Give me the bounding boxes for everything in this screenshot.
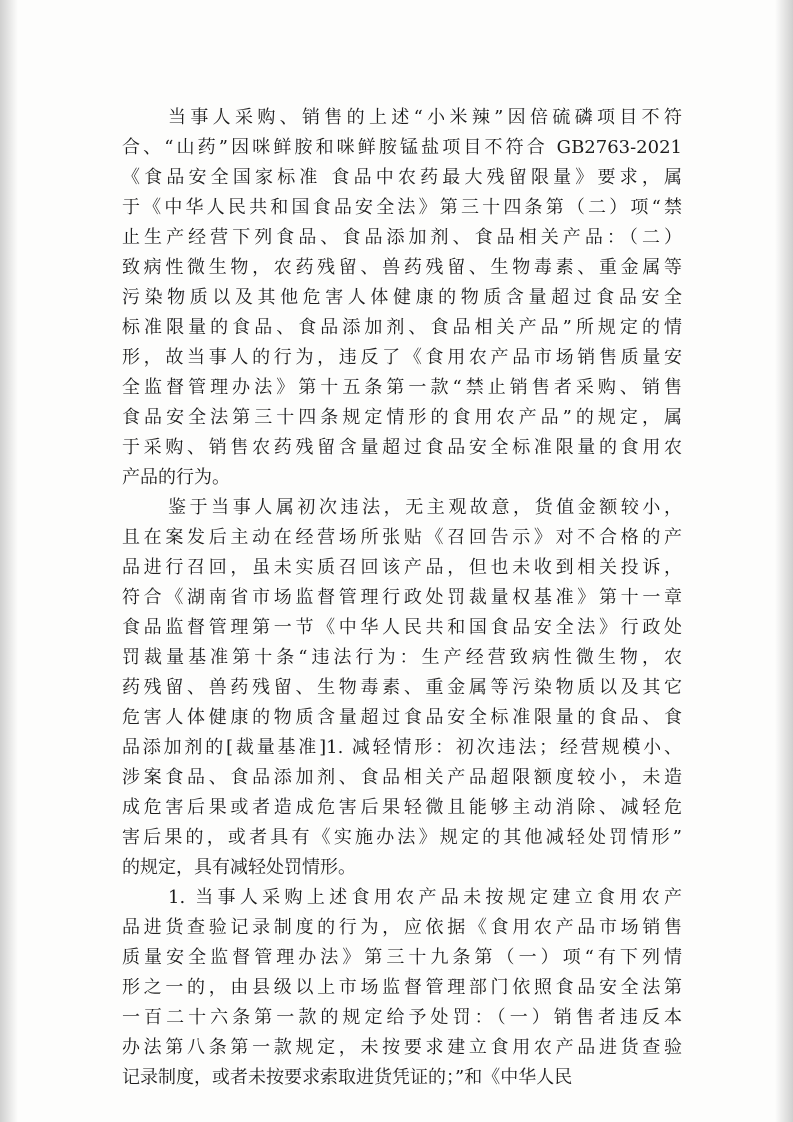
scan-edge-shadow-left xyxy=(0,0,18,1122)
text-line: 且在案发后主动在经营场所张贴《召回告示》对不合格的产 xyxy=(122,527,682,548)
scan-edge-shadow-right xyxy=(775,0,793,1122)
text-line: 于《中华人民共和国食品安全法》第三十四条第（二）项“禁 xyxy=(122,197,682,218)
paragraph xyxy=(122,103,682,493)
text-line: 合、“山药”因咪鲜胺和咪鲜胺锰盐项目不符合 GB2763-2021 xyxy=(122,137,682,158)
text-line: 成危害后果或者造成危害后果轻微且能够主动消除、减轻危 xyxy=(122,797,682,818)
text-line: 产品的行为。 xyxy=(122,467,230,488)
text-line: 于采购、销售农药残留含量超过食品安全标准限量的食用农 xyxy=(122,437,682,458)
paragraph xyxy=(122,493,682,883)
text-line: 全监督管理办法》第十五条第一款“禁止销售者采购、销售 xyxy=(122,377,682,398)
text-line: 污染物质以及其他危害人体健康的物质含量超过食品安全 xyxy=(122,287,682,308)
text-line: 药残留、兽药残留、生物毒素、重金属等污染物质以及其它 xyxy=(122,677,682,698)
text-line: 形，故当事人的行为，违反了《食用农产品市场销售质量安 xyxy=(122,347,682,368)
text-line: 《食品安全国家标准 食品中农药最大残留限量》要求，属 xyxy=(122,167,682,188)
text-line: 害后果的，或者具有《实施办法》规定的其他减轻处罚情形” xyxy=(122,827,682,848)
text-line: 罚裁量基准第十条“违法行为：生产经营致病性微生物，农 xyxy=(122,647,682,668)
text-line: 止生产经营下列食品、食品添加剂、食品相关产品：（二） xyxy=(122,227,682,248)
text-line: 符合《湖南省市场监督管理行政处罚裁量权基准》第十一章 xyxy=(122,587,682,608)
text-line: 致病性微生物，农药残留、兽药残留、生物毒素、重金属等 xyxy=(122,257,682,278)
text-line: 记录制度，或者未按要求索取进货凭证的；”和《中华人民 xyxy=(122,1067,573,1088)
text-line: 一百二十六条第一款的规定给予处罚：（一）销售者违反本 xyxy=(122,1007,682,1028)
text-line: 形之一的，由县级以上市场监督管理部门依照食品安全法第 xyxy=(122,977,682,998)
text-line: 品进行召回，虽未实质召回该产品，但也未收到相关投诉， xyxy=(122,557,682,578)
text-line: 食品监督管理第一节《中华人民共和国食品安全法》行政处 xyxy=(122,617,682,638)
text-line: 办法第八条第一款规定，未按要求建立食用农产品进货查验 xyxy=(122,1037,682,1058)
text-line: 涉案食品、食品添加剂、食品相关产品超限额度较小，未造 xyxy=(122,767,682,788)
text-line: 危害人体健康的物质含量超过食品安全标准限量的食品、食 xyxy=(122,707,682,728)
document-body xyxy=(122,103,682,1093)
paragraph xyxy=(122,883,682,1093)
text-line: 的规定，具有减轻处罚情形。 xyxy=(122,857,356,878)
text-line: 标准限量的食品、食品添加剂、食品相关产品”所规定的情 xyxy=(122,317,682,338)
text-line: 品添加剂的[裁量基准]1. 减轻情形：初次违法；经营规模小、 xyxy=(122,737,682,758)
text-line: 质量安全监督管理办法》第三十九条第（一）项“有下列情 xyxy=(122,947,682,968)
text-line: 1. 当事人采购上述食用农产品未按规定建立食用农产 xyxy=(168,887,682,908)
text-line: 当事人采购、销售的上述“小米辣”因倍硫磷项目不符 xyxy=(168,107,682,128)
text-line: 鉴于当事人属初次违法，无主观故意，货值金额较小， xyxy=(168,497,682,518)
text-line: 品进货查验记录制度的行为，应依据《食用农产品市场销售 xyxy=(122,917,682,938)
text-line: 食品安全法第三十四条规定情形的食用农产品”的规定，属 xyxy=(122,407,682,428)
